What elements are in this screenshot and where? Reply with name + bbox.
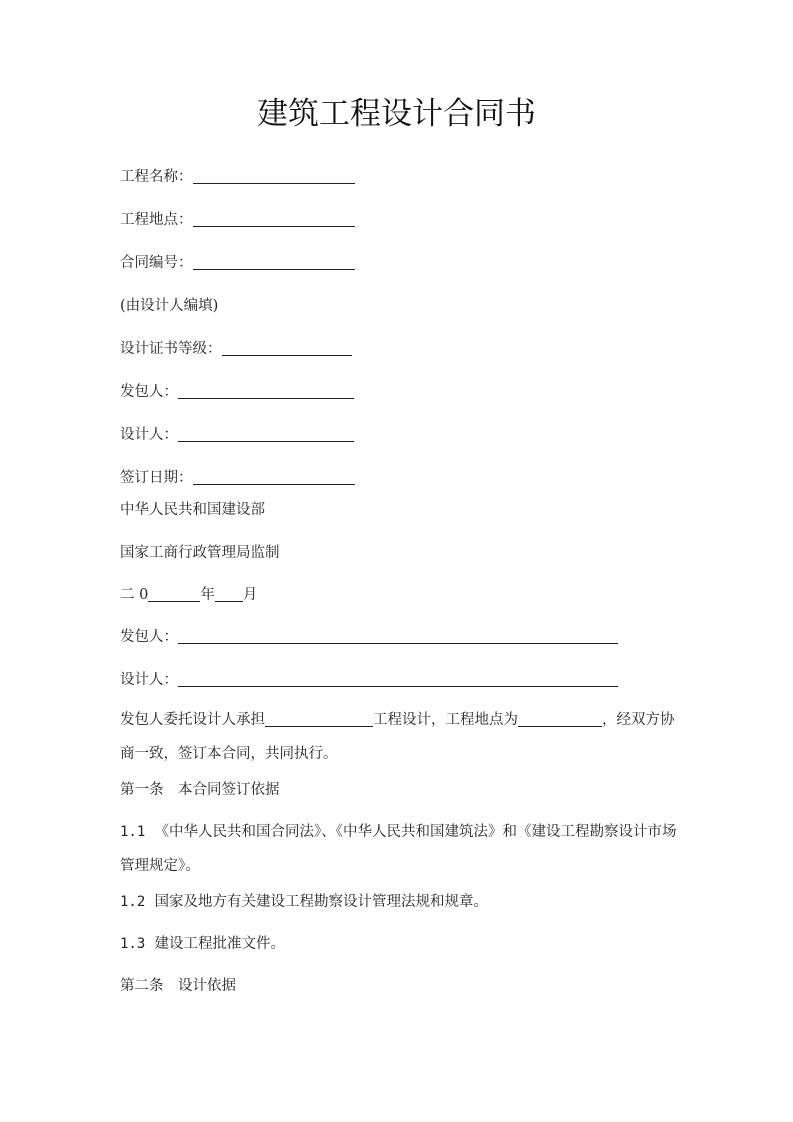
blank-line[interactable] — [193, 255, 355, 270]
clause-text: 国家及地方有关建设工程勘察设计管理法规和规章。 — [154, 894, 489, 910]
clause-text: 《中华人民共和国合同法》、《中华人民共和国建筑法》和《建设工程勘察设计市场管理规定》。 — [120, 824, 677, 874]
blank-line[interactable] — [178, 672, 618, 687]
date-line — [120, 585, 257, 605]
clause-text: 建设工程批准文件。 — [154, 936, 286, 952]
field-label: 合同编号： — [120, 255, 193, 271]
project-blank[interactable] — [265, 712, 373, 727]
field-sign-date — [120, 468, 355, 488]
clause-1-3 — [120, 934, 285, 954]
month-label: 月 — [242, 587, 258, 603]
location-blank[interactable] — [518, 712, 602, 727]
field-label: 工程名称： — [120, 169, 193, 185]
blank-line[interactable] — [193, 212, 355, 227]
intro-part2: 工程设计，工程地点为 — [373, 712, 518, 728]
clause-number: 1.3 — [120, 936, 146, 952]
article-1-heading: 第一条 本合同签订依据 — [120, 782, 280, 798]
issuer-line-1: 中华人民共和国建设部 — [120, 502, 265, 518]
clause-1-1 — [120, 815, 680, 883]
blank-line[interactable] — [178, 427, 354, 442]
field-label: 工程地点： — [120, 212, 193, 228]
blank-line[interactable] — [222, 341, 352, 356]
date-prefix: 二 0 — [120, 587, 149, 603]
intro-part3: ，经双方协商一致，签订本合同，共同执行。 — [120, 712, 675, 762]
clause-1-2 — [120, 892, 488, 912]
issuer-line-2: 国家工商行政管理局监制 — [120, 545, 280, 561]
intro-part1: 发包人委托设计人承担 — [120, 712, 265, 728]
year-label: 年 — [200, 587, 215, 603]
blank-line[interactable] — [178, 629, 618, 644]
field-note — [120, 296, 218, 316]
note-text: (由设计人编填) — [120, 298, 219, 314]
month-blank[interactable] — [215, 587, 243, 602]
document-title: 建筑工程设计合同书 — [257, 96, 536, 132]
blank-line[interactable] — [193, 470, 355, 485]
field-label: 设计证书等级： — [120, 341, 222, 357]
party-employer — [120, 627, 618, 647]
field-label: 发包人： — [120, 629, 178, 645]
field-label: 发包人： — [120, 384, 178, 400]
intro-paragraph — [120, 703, 680, 771]
field-label: 设计人： — [120, 427, 178, 443]
article-2-heading: 第二条 设计依据 — [120, 978, 236, 994]
field-certificate-level — [120, 339, 352, 359]
field-employer — [120, 382, 354, 402]
field-designer — [120, 425, 354, 445]
blank-line[interactable] — [193, 169, 355, 184]
party-designer — [120, 670, 618, 690]
blank-line[interactable] — [178, 384, 354, 399]
clause-number: 1.2 — [120, 894, 146, 910]
field-contract-number — [120, 253, 355, 273]
field-label: 设计人： — [120, 672, 178, 688]
field-label: 签订日期： — [120, 470, 193, 486]
clause-number: 1.1 — [120, 824, 146, 840]
field-project-name — [120, 167, 355, 187]
field-project-location — [120, 210, 355, 230]
year-blank[interactable] — [148, 587, 200, 602]
